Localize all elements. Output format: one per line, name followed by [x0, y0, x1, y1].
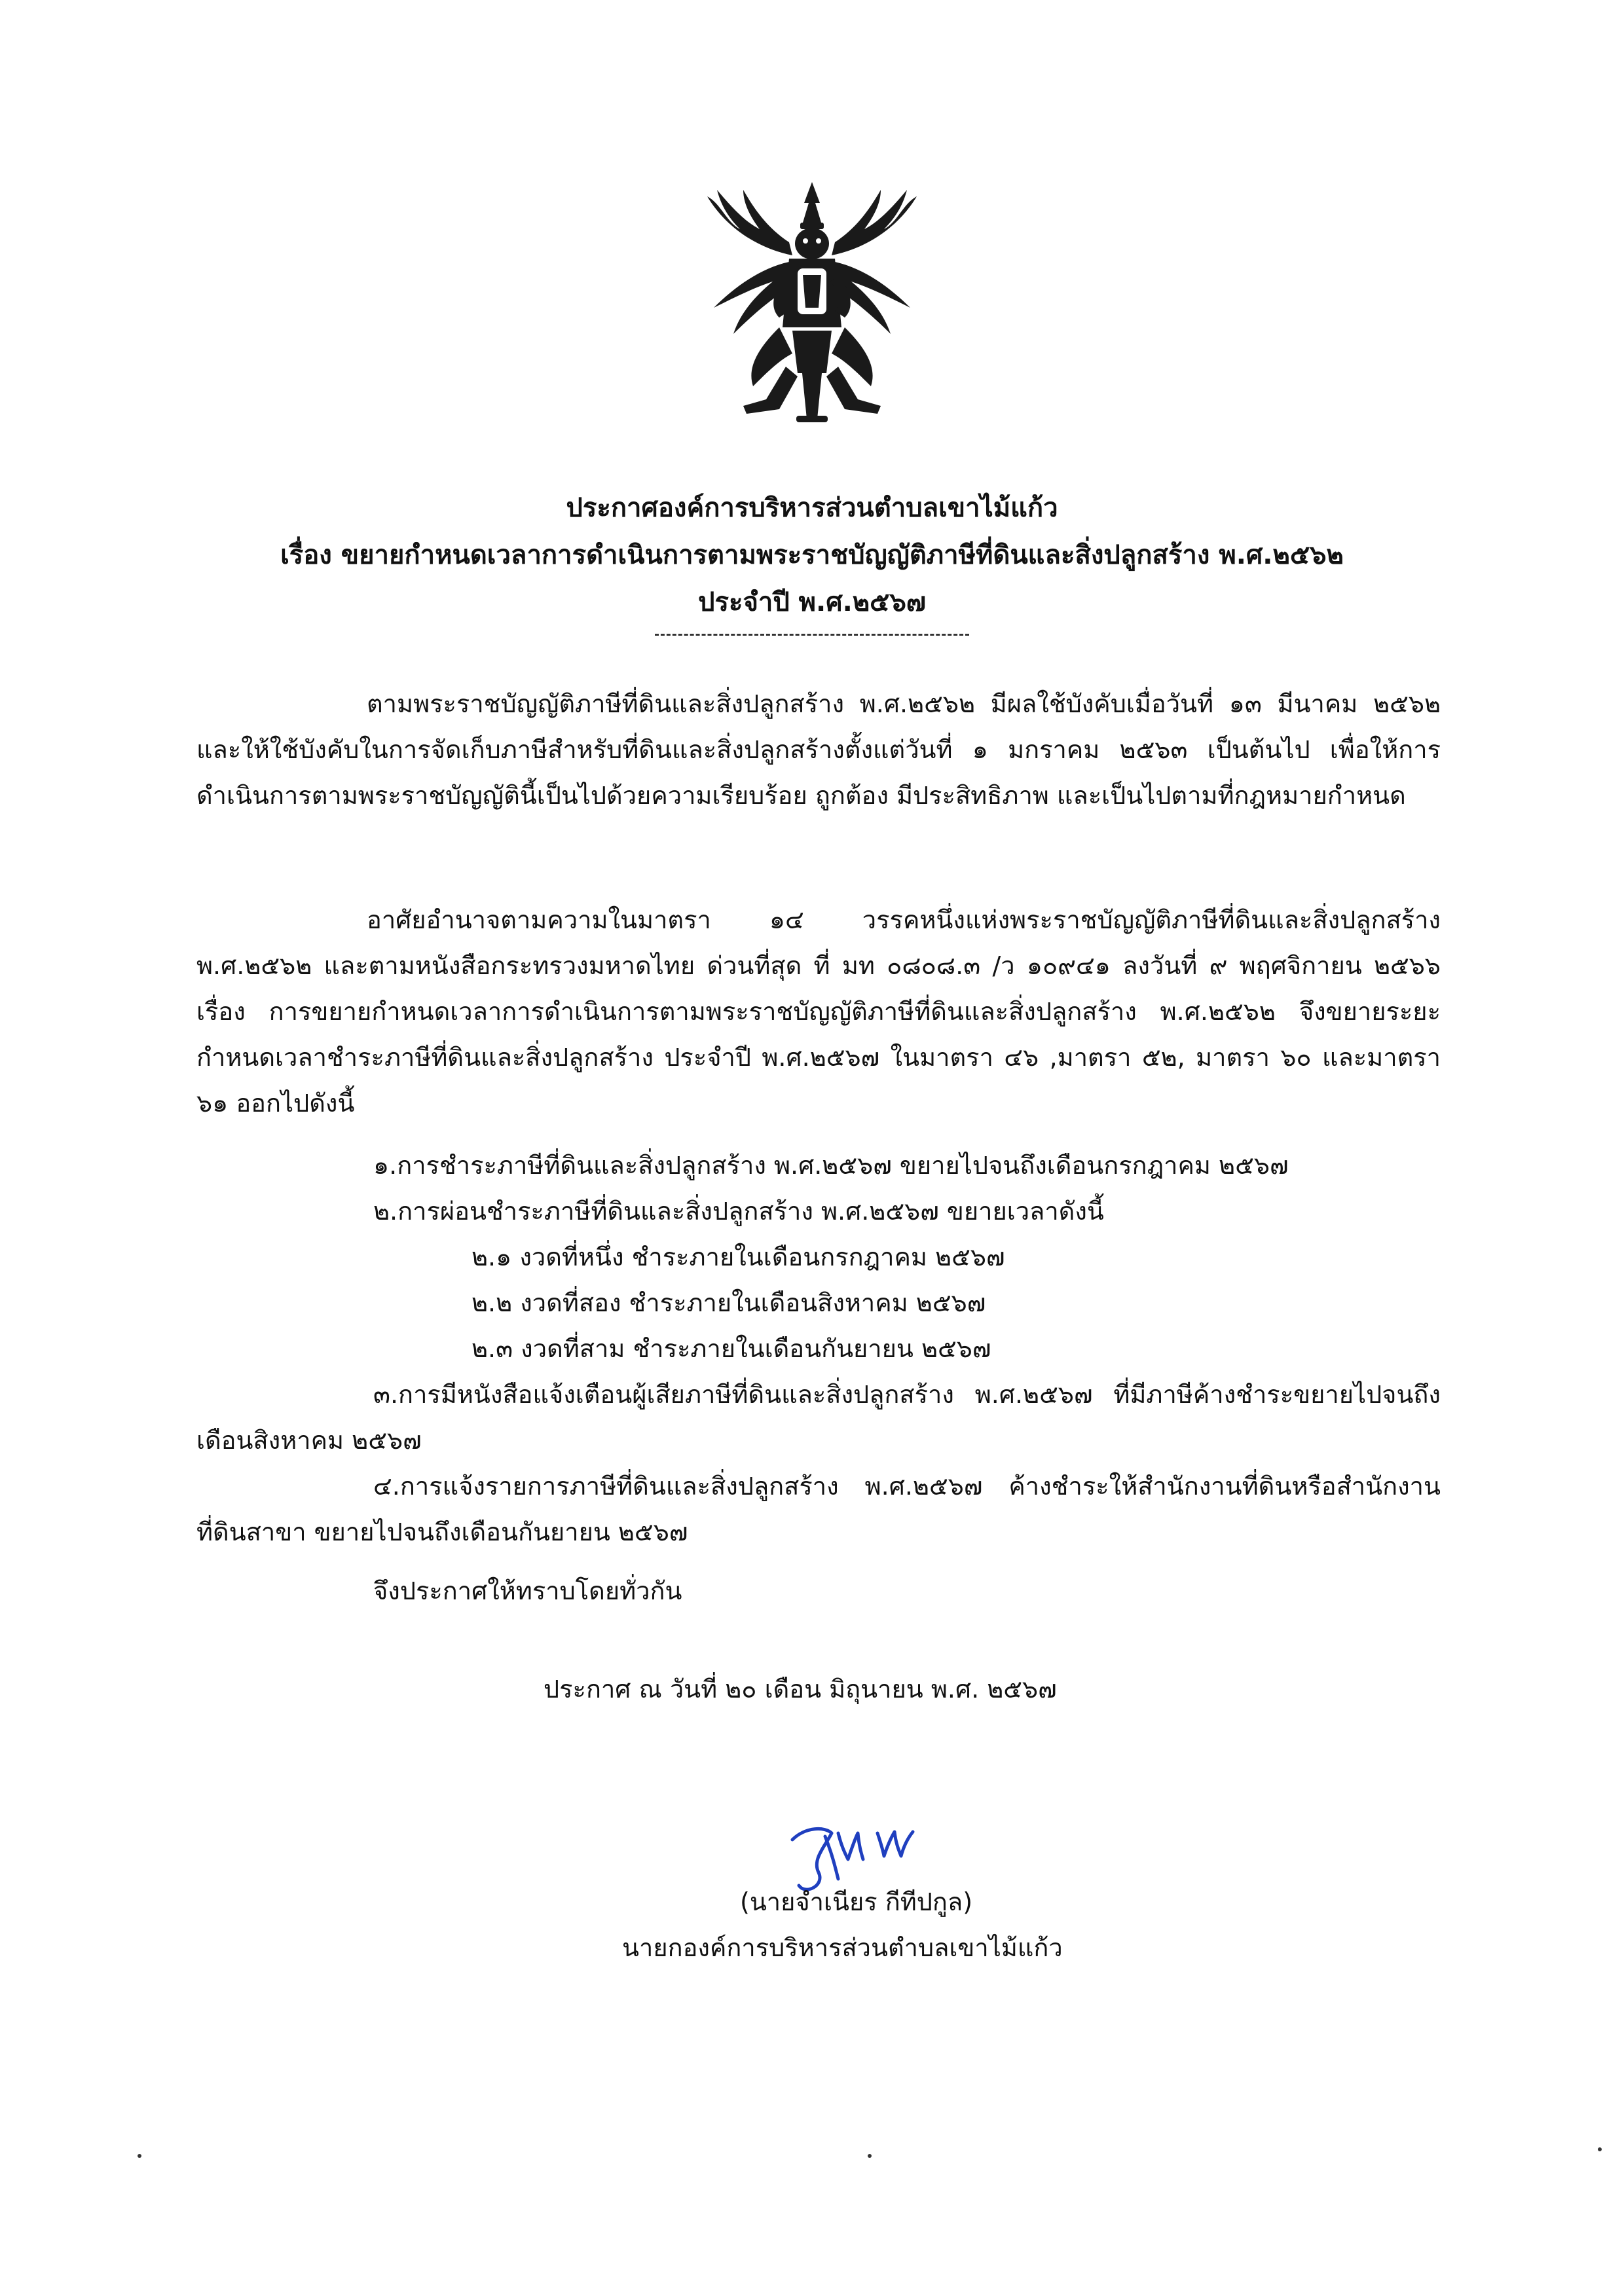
- signer-position: นายกองค์การบริหารส่วนตำบลเขาไม้แก้ว: [622, 1933, 1063, 1962]
- item-2-1: ๒.๑ งวดที่หนึ่ง ชำระภายในเดือนกรกฎาคม ๒๕๖๗: [471, 1243, 1005, 1271]
- item-3: ๓.การมีหนังสือแจ้งเตือนผู้เสียภาษีที่ดินและสิ่งปลูกสร้าง พ.ศ.๒๕๖๗ ที่มีภาษีค้างชำระขยายไปจนถึงเดือนสิงหาคม ๒๕๖๗: [196, 1380, 1441, 1455]
- item-2: ๒.การผ่อนชำระภาษีที่ดินและสิ่งปลูกสร้าง พ.ศ.๒๕๖๗ ขยายเวลาดังนี้: [373, 1197, 1104, 1226]
- signer-name: (นายจำเนียร กีทีปกูล): [740, 1887, 973, 1916]
- issuer-line: ประกาศองค์การบริหารส่วนตำบลเขาไม้แก้ว: [566, 493, 1058, 523]
- item-1: ๑.การชำระภาษีที่ดินและสิ่งปลูกสร้าง พ.ศ.๒๕๖๗ ขยายไปจนถึงเดือนกรกฎาคม ๒๕๖๗: [373, 1151, 1289, 1180]
- closing-statement: จึงประกาศให้ทราบโดยทั่วกัน: [373, 1576, 682, 1605]
- paragraph-1: ตามพระราชบัญญัติภาษีที่ดินและสิ่งปลูกสร้าง พ.ศ.๒๕๖๒ มีผลใช้บังคับเมื่อวันที่ ๑๓ มีนาคม ๒๕๖๒ และให้ใช้บังคับในการจัดเก็บภาษีสำหรับที่ดินและสิ่งปลูกสร้างตั้งแต่วันที่ ๑ มกราคม ๒๕๖๓ เป็นต้นไป เพื่อให้การดำเนินการตามพระราชบัญญัตินี้เป็นไปด้วยความเรียบร้อย ถูกต้อง มีประสิทธิภาพ และเป็นไปตามที่กฎหมายกำหนด: [196, 689, 1441, 810]
- garuda-emblem: [681, 177, 943, 426]
- scan-dot: [1598, 2147, 1602, 2151]
- item-4: ๔.การแจ้งรายการภาษีที่ดินและสิ่งปลูกสร้าง พ.ศ.๒๕๖๗ ค้างชำระให้สำนักงานที่ดินหรือสำนักงานที่ดินสาขา ขยายไปจนถึงเดือนกันยายน ๒๕๖๗: [196, 1472, 1441, 1546]
- scan-dot: [868, 2154, 872, 2158]
- paragraph-2: อาศัยอำนาจตามความในมาตรา ๑๔ วรรคหนึ่งแห่งพระราชบัญญัติภาษีที่ดินและสิ่งปลูกสร้าง พ.ศ.๒๕๖๒ และตามหนังสือกระทรวงมหาดไทย ด่วนที่สุด ที่ มท ๐๘๐๘.๓ /ว ๑๐๙๔๑ ลงวันที่ ๙ พฤศจิกายน ๒๕๖๖ เรื่อง การขยายกำหนดเวลาการดำเนินการตามพระราชบัญญัติภาษีที่ดินและสิ่งปลูกสร้าง พ.ศ.๒๕๖๒ จึงขยายระยะกำหนดเวลาชำระภาษีที่ดินและสิ่งปลูกสร้าง ประจำปี พ.ศ.๒๕๖๗ ในมาตรา ๔๖ ,มาตรา ๕๒, มาตรา ๖๐ และมาตรา ๖๑ ออกไปดังนี้: [196, 905, 1441, 1118]
- scan-dot: [138, 2154, 141, 2158]
- announcement-date: ประกาศ ณ วันที่ ๒๐ เดือน มิถุนายน พ.ศ. ๒๕๖๗: [544, 1675, 1057, 1704]
- item-2-3: ๒.๓ งวดที่สาม ชำระภายในเดือนกันยายน ๒๕๖๗: [471, 1334, 991, 1363]
- announcement-title: [196, 484, 1428, 626]
- title-divider: [655, 634, 969, 636]
- year-line: ประจำปี พ.ศ.๒๕๖๗: [698, 587, 926, 617]
- subject-line: เรื่อง ขยายกำหนดเวลาการดำเนินการตามพระราชบัญญัติภาษีที่ดินและสิ่งปลูกสร้าง พ.ศ.๒๕๖๒: [280, 540, 1344, 570]
- item-2-2: ๒.๒ งวดที่สอง ชำระภายในเดือนสิงหาคม ๒๕๖๗: [471, 1288, 986, 1317]
